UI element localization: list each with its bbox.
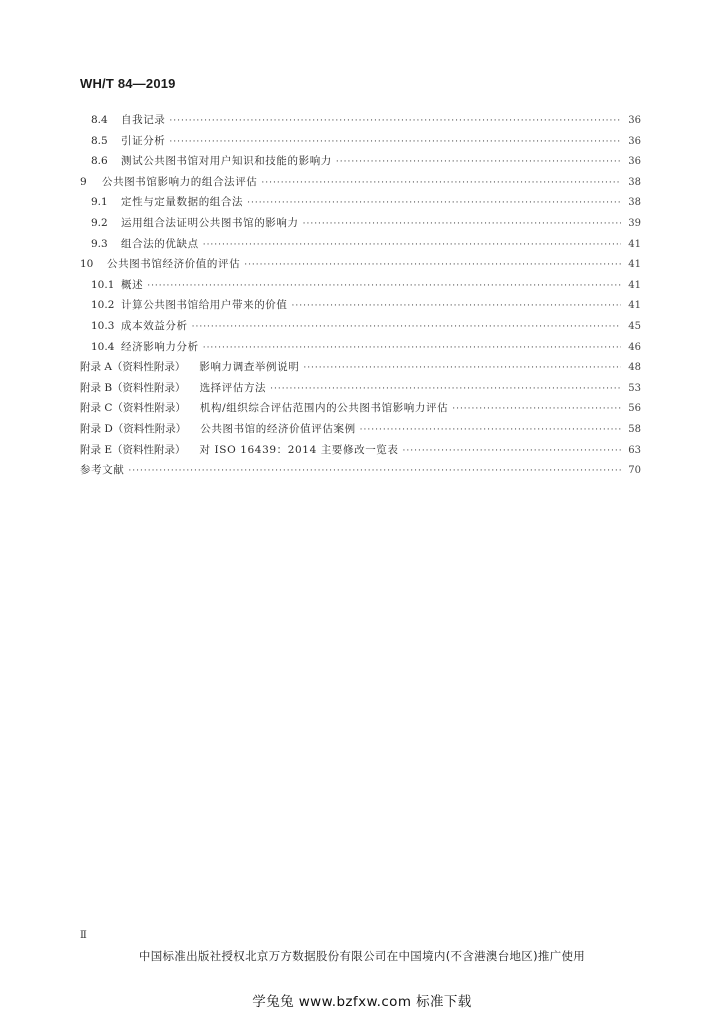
toc-entry-number: 9.1 — [91, 196, 108, 209]
toc-entry-page: 56 — [628, 403, 641, 415]
toc-entry-number: 附录 D（资料性附录） — [80, 422, 187, 435]
toc-entry-title: 对 ISO 16439：2014 主要修改一览表 — [199, 443, 399, 456]
toc-entry-number: 10.3 — [91, 319, 115, 332]
toc-entry-page: 38 — [628, 176, 641, 188]
toc-entry-page: 39 — [628, 217, 641, 229]
toc-entry-page: 41 — [628, 238, 641, 250]
toc-entry-number: 附录 E（资料性附录） — [80, 443, 186, 456]
toc-entry-title: 测试公共图书馆对用户知识和技能的影响力 — [121, 155, 332, 168]
toc-entry[interactable] — [80, 275, 641, 296]
toc-entry-title: 定性与定量数据的组合法 — [121, 196, 244, 209]
watermark-text: 学兔兔 www.bzfxw.com 标准下载 — [252, 994, 472, 1010]
toc-entry-page: 41 — [628, 279, 641, 291]
toc-entry-title: 机构/组织综合评估范围内的公共图书馆影响力评估 — [199, 402, 449, 415]
toc-dot-leader — [192, 317, 621, 338]
toc-entry[interactable] — [80, 172, 641, 193]
toc-entry-title: 组合法的优缺点 — [121, 237, 199, 250]
page-number: Ⅱ — [80, 930, 87, 941]
toc-dot-leader — [360, 420, 621, 441]
toc-dot-leader — [292, 296, 622, 317]
toc-entry-number: 10.4 — [91, 340, 115, 353]
toc-entry[interactable] — [80, 151, 641, 172]
toc-entry[interactable] — [80, 460, 641, 481]
document-code: WH/T 84—2019 — [80, 76, 176, 91]
toc-dot-leader — [244, 255, 621, 276]
toc-entry-page: 36 — [628, 156, 641, 168]
toc-dot-leader — [303, 358, 621, 379]
toc-entry-number: 10.2 — [91, 299, 115, 312]
toc-entry[interactable] — [80, 316, 641, 337]
toc-entry-number: 8.5 — [91, 134, 108, 147]
table-of-contents — [80, 110, 641, 481]
toc-dot-leader — [203, 235, 621, 256]
toc-entry[interactable] — [80, 378, 641, 399]
toc-dot-leader — [303, 214, 621, 235]
toc-entry-title: 公共图书馆的经济价值评估案例 — [200, 422, 356, 435]
toc-entry-page: 45 — [628, 320, 641, 332]
toc-entry[interactable] — [80, 295, 641, 316]
toc-dot-leader — [403, 441, 621, 462]
toc-dot-leader — [336, 152, 621, 173]
toc-entry-number: 10.1 — [91, 278, 115, 291]
toc-entry-number: 8.4 — [91, 114, 108, 126]
toc-entry[interactable] — [80, 213, 641, 234]
toc-entry-page: 38 — [628, 197, 641, 209]
toc-entry-page: 48 — [628, 362, 641, 374]
toc-entry-title: 选择评估方法 — [199, 381, 267, 394]
toc-entry-title: 经济影响力分析 — [121, 340, 199, 353]
toc-entry[interactable] — [80, 337, 641, 358]
toc-entry-title: 公共图书馆影响力的组合法评估 — [102, 175, 258, 188]
toc-entry-title: 自我记录 — [121, 114, 166, 126]
toc-entry-page: 41 — [628, 259, 641, 271]
toc-entry-title: 参考文献 — [80, 464, 125, 477]
toc-entry-page: 63 — [628, 444, 641, 456]
toc-entry-number: 附录 B（资料性附录） — [80, 381, 186, 394]
toc-entry-number: 附录 A（资料性附录） — [80, 361, 186, 374]
toc-entry-number: 10 — [80, 258, 94, 271]
toc-entry[interactable] — [80, 440, 641, 461]
license-notice: 中国标准出版社授权北京万方数据股份有限公司在中国境内(不含港澳台地区)推广使用 — [138, 949, 586, 963]
toc-entry-title: 影响力调查举例说明 — [199, 361, 300, 374]
toc-entry-page: 70 — [628, 465, 641, 477]
toc-entry[interactable] — [80, 131, 641, 152]
toc-entry[interactable] — [80, 357, 641, 378]
toc-entry-number: 9.2 — [91, 216, 108, 229]
toc-entry-page: 36 — [628, 135, 641, 147]
toc-dot-leader — [147, 276, 621, 297]
toc-entry-title: 成本效益分析 — [121, 319, 188, 332]
toc-dot-leader — [169, 132, 621, 153]
toc-entry-title: 计算公共图书馆给用户带来的价值 — [121, 299, 288, 312]
toc-entry[interactable] — [80, 110, 641, 131]
toc-entry-page: 53 — [628, 382, 641, 394]
toc-entry-page: 36 — [628, 115, 641, 126]
toc-entry-page: 41 — [628, 300, 641, 312]
toc-dot-leader — [203, 338, 621, 359]
toc-entry[interactable] — [80, 254, 641, 275]
toc-dot-leader — [247, 193, 621, 214]
toc-dot-leader — [128, 461, 621, 482]
toc-dot-leader — [270, 379, 621, 400]
toc-entry[interactable] — [80, 398, 641, 419]
toc-entry[interactable] — [80, 192, 641, 213]
toc-entry[interactable] — [80, 234, 641, 255]
toc-entry-title: 公共图书馆经济价值的评估 — [107, 258, 241, 271]
toc-entry-page: 58 — [628, 423, 641, 435]
toc-dot-leader — [169, 111, 621, 132]
toc-entry-number: 9.3 — [91, 237, 108, 250]
toc-entry-title: 运用组合法证明公共图书馆的影响力 — [121, 216, 299, 229]
toc-dot-leader — [261, 173, 621, 194]
toc-entry-title: 概述 — [121, 278, 144, 291]
toc-entry-number: 附录 C（资料性附录） — [80, 402, 186, 415]
toc-entry-title: 引证分析 — [121, 134, 166, 147]
toc-entry-page: 46 — [628, 341, 641, 353]
toc-entry-number: 8.6 — [91, 155, 108, 168]
toc-entry-number: 9 — [80, 175, 87, 188]
toc-dot-leader — [452, 399, 621, 420]
toc-entry[interactable] — [80, 419, 641, 440]
